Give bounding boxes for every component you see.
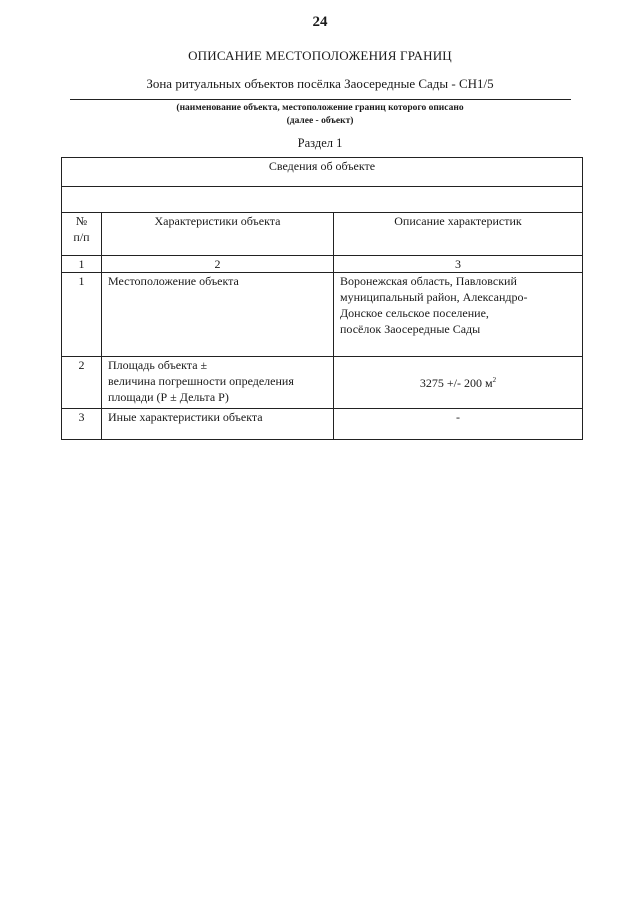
- header-num: [62, 213, 102, 256]
- characteristic-line: Площадь объекта ±: [108, 358, 208, 372]
- page-number: 24: [312, 14, 328, 30]
- table-row: [62, 273, 583, 357]
- row-description: [334, 273, 583, 357]
- header-num-line-1: №: [75, 214, 88, 228]
- table-title: Сведения об объекте: [62, 158, 583, 187]
- characteristic-line: площади (Р ± Дельта Р): [108, 390, 229, 404]
- caption-line-1: (наименование объекта, местоположение границ которого описано: [176, 103, 464, 113]
- characteristic-line: величина погрешности определения: [108, 374, 294, 388]
- row-characteristic: [102, 357, 334, 409]
- table-row: [62, 357, 583, 409]
- description-line: Воронежская область, Павловский: [340, 274, 517, 288]
- area-unit-superscript: 2: [492, 375, 497, 384]
- table-header-row: [62, 213, 583, 256]
- area-value: 3275 +/- 200 м: [419, 375, 493, 390]
- header-characteristics: Характеристики объекта: [102, 213, 334, 256]
- object-name-underline: [70, 99, 571, 100]
- row-characteristic: Иные характеристики объекта: [102, 409, 334, 440]
- row-number: 1: [62, 273, 102, 357]
- column-number-2: 2: [102, 256, 334, 273]
- row-characteristic: Местоположение объекта: [102, 273, 334, 357]
- section-label: Раздел 1: [297, 136, 343, 150]
- row-number: 2: [62, 357, 102, 409]
- column-numbers-row: [62, 256, 583, 273]
- column-number-1: 1: [62, 256, 102, 273]
- object-name: Зона ритуальных объектов посёлка Заосередные Сады - СН1/5: [146, 76, 494, 91]
- document-title: ОПИСАНИЕ МЕСТОПОЛОЖЕНИЯ ГРАНИЦ: [188, 48, 452, 63]
- table-blank-cell: [62, 187, 583, 213]
- caption-line-2: (далее - объект): [286, 116, 354, 126]
- row-number: 3: [62, 409, 102, 440]
- header-num-line-2: п/п: [73, 230, 90, 244]
- description-line: Донское сельское поселение,: [340, 306, 489, 320]
- table-blank-row: [62, 187, 583, 213]
- description-line: посёлок Заосередные Сады: [340, 322, 481, 336]
- row-description: -: [334, 409, 583, 440]
- header-description: Описание характеристик: [334, 213, 583, 256]
- row-description: [334, 357, 583, 409]
- table-title-row: [62, 158, 583, 187]
- object-info-table: [61, 157, 583, 440]
- table-row: [62, 409, 583, 440]
- column-number-3: 3: [334, 256, 583, 273]
- description-line: муниципальный район, Александро-: [340, 290, 528, 304]
